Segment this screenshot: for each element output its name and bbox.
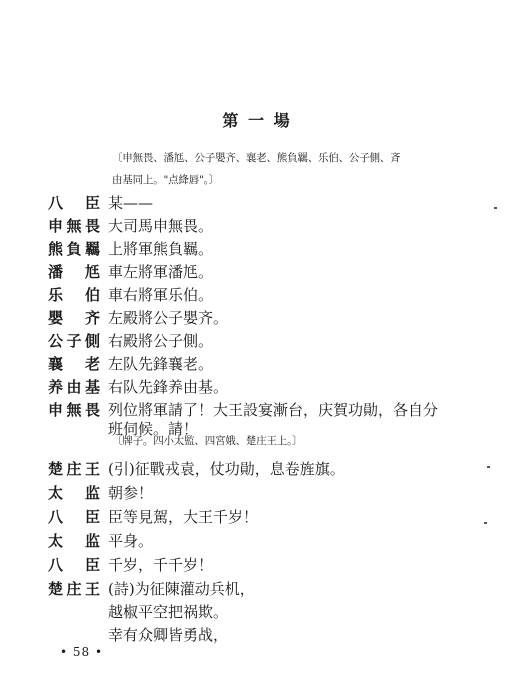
dialogue-text: (詩)为征陳灌动兵机，: [108, 580, 255, 598]
speaker-name: 太 监: [48, 532, 100, 550]
speaker-name: 乐 伯: [48, 286, 100, 304]
speaker-name: 八 臣: [48, 508, 100, 526]
dialogue-text: 列位將軍請了！大王設宴漸台，庆賀功勛，各自分: [108, 401, 439, 419]
dialogue-text: 左队先鋒襄老。: [108, 355, 214, 373]
speaker-name: 楚庄王: [48, 460, 100, 478]
stage-direction-line: 〔申無畏、潘尪、公子嬰齐、襄老、熊負羈、乐伯、公子側、斉: [112, 152, 401, 164]
speaker-name: 襄 老: [48, 355, 100, 373]
verse-continuation: 幸有众卿皆勇战，: [108, 626, 229, 644]
speaker-name: 太 监: [48, 484, 100, 502]
scan-speck: [484, 522, 487, 524]
speaker-name: 楚庄王: [48, 580, 100, 598]
speaker-name: 熊負羈: [48, 240, 100, 258]
dialogue-text: 大司馬申無畏。: [108, 217, 214, 235]
dialogue-text: 千岁，千千岁！: [108, 556, 214, 574]
scan-speck: [494, 207, 497, 209]
speaker-name: 申無畏: [48, 401, 100, 419]
speaker-name: 八 臣: [48, 194, 100, 212]
dialogue-text: (引)征戰戎袁，仗功勛，息卷旌旗。: [108, 460, 345, 478]
dialogue-text: 車左將軍潘尪。: [108, 263, 214, 281]
dialogue-text: 平身。: [108, 532, 154, 550]
dialogue-text: 朝参！: [108, 484, 154, 502]
speaker-name: 养由基: [48, 378, 100, 396]
dialogue-text: 某——: [108, 194, 154, 212]
scene-title: 第 一 場: [222, 111, 292, 130]
speaker-name: 申無畏: [48, 217, 100, 235]
stage-direction-entrance: 〔牌子。四小太監、四宮娥、楚庄王上。〕: [112, 435, 303, 447]
page-number: • 58 •: [60, 645, 104, 659]
stage-direction-opening: [112, 147, 452, 191]
dialogue-text: 左殿將公子嬰齐。: [108, 309, 229, 327]
dialogue-text: 臣等見駕，大王千岁！: [108, 508, 259, 526]
scan-speck: [487, 466, 490, 468]
speaker-name: 公子側: [48, 332, 100, 350]
verse-continuation: 越椒平空把祸欺。: [108, 603, 229, 621]
dialogue-text: 右队先鋒养由基。: [108, 378, 229, 396]
dialogue-text: 車右將軍乐伯。: [108, 286, 214, 304]
dialogue-text: 右殿將公子側。: [108, 332, 214, 350]
dialogue-text: 上將軍熊負羈。: [108, 240, 214, 258]
stage-direction-line: 由基同上。"点絳唇"。〕: [112, 174, 220, 186]
dialogue-continuation: 班伺候。請！: [108, 420, 199, 438]
speaker-name: 八 臣: [48, 556, 100, 574]
speaker-name: 潘 尪: [48, 263, 100, 281]
speaker-name: 嬰 齐: [48, 309, 100, 327]
